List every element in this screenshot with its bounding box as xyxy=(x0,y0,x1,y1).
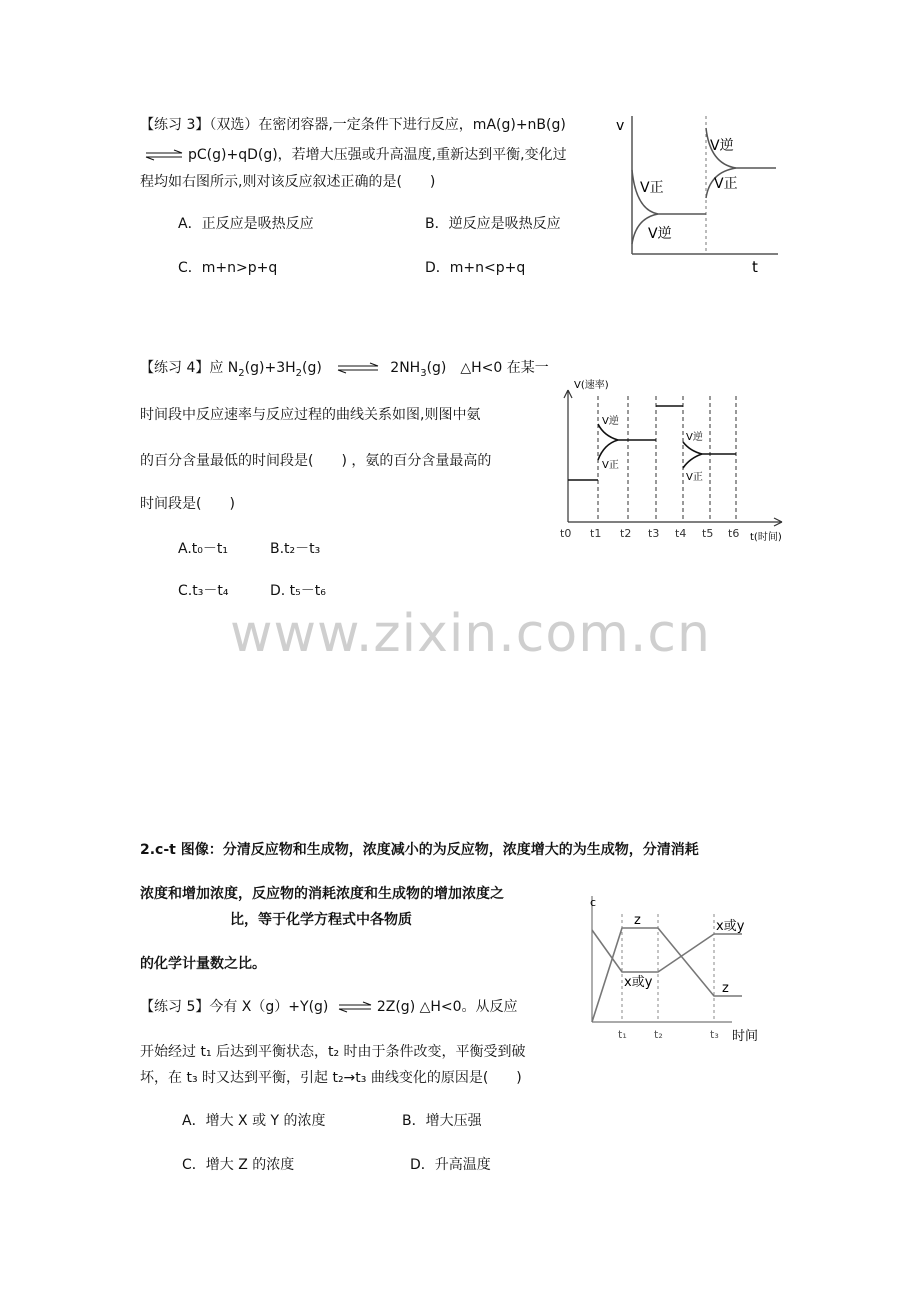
ex4-option-b: B.t₂－t₃ xyxy=(270,541,321,557)
ex3-option-c: C．m+n>p+q xyxy=(178,260,278,276)
ex4-label-fwd-2: V正 xyxy=(686,472,703,483)
ex4-v-rev-2 xyxy=(683,442,702,454)
ex4-v-fwd-1 xyxy=(598,440,618,460)
ex3-label-fwd-top: V正 xyxy=(714,176,738,192)
ex4-tick-t1: t1 xyxy=(590,527,602,540)
ex4-line4: 时间段是( ) xyxy=(140,496,235,512)
ex3-line2: pC(g)+qD(g)，若增大压强或升高温度,重新达到平衡,变化过 xyxy=(188,147,567,163)
ex5-z-curve xyxy=(592,928,742,1022)
ex3-line3: 程均如右图所示,则对该反应叙述正确的是( ) xyxy=(140,174,436,190)
ex4-line1-c: (g) xyxy=(302,360,322,376)
equilibrium-arrow-icon xyxy=(337,1001,373,1013)
ex4-line1-a: 【练习 4】应 N xyxy=(140,360,239,376)
ex4-option-a: A.t₀－t₁ xyxy=(178,541,228,557)
ex5-option-c: C．增大 Z 的浓度 xyxy=(182,1157,295,1173)
ex5-line1-b: 2Z(g) △H<0。从反应 xyxy=(376,999,518,1015)
ex3-label-fwd-low: V正 xyxy=(640,180,664,196)
ex4-sub-h2: 2 xyxy=(295,367,303,379)
ex4-line3: 的百分含量最低的时间段是( ) ，氨的百分含量最高的 xyxy=(140,453,492,469)
ex4-line1-e: (g) △H<0 在某一 xyxy=(426,360,549,376)
ex4-rate-chart xyxy=(552,376,804,548)
ex3-option-d: D．m+n<p+q xyxy=(425,260,526,276)
ex3-line1: 【练习 3】（双选）在密闭容器,一定条件下进行反应，mA(g)+nB(g) xyxy=(140,117,566,133)
ex5-concentration-chart xyxy=(582,890,762,1050)
ex4-sub-nh3: 3 xyxy=(420,367,427,379)
ex5-tick-t1: t₁ xyxy=(618,1028,627,1041)
ex3-ylabel: v xyxy=(616,118,625,134)
ex3-line2-row xyxy=(140,145,567,165)
ex4-line1-d: 2NH xyxy=(390,360,421,376)
ex5-line2: 开始经过 t₁ 后达到平衡状态，t₂ 时由于条件改变，平衡受到破 xyxy=(140,1044,526,1060)
ex4-option-c: C.t₃－t₄ xyxy=(178,583,229,599)
ex3-option-a: A．正反应是吸热反应 xyxy=(178,216,314,232)
ex5-line1-a: 【练习 5】今有 X（g）+Y(g) xyxy=(140,999,329,1015)
ex3-label-rev-top: V逆 xyxy=(710,138,734,154)
ex4-option-d: D. t₅－t₆ xyxy=(270,583,326,599)
ex5-label-xy-1: x或y xyxy=(624,975,653,990)
ex5-label-z-1: z xyxy=(634,913,641,928)
ex5-ylabel: c xyxy=(590,896,597,909)
ex4-tick-t4: t4 xyxy=(675,527,687,540)
ex5-tick-t2: t₂ xyxy=(654,1028,663,1041)
ex5-line3: 坏，在 t₃ 时又达到平衡，引起 t₂→t₃ 曲线变化的原因是( ) xyxy=(140,1070,522,1086)
section2-line3: 比，等于化学方程式中各物质 xyxy=(230,912,412,928)
ex4-label-rev-1: V逆 xyxy=(602,416,619,427)
ex5-option-b: B．增大压强 xyxy=(402,1113,482,1129)
ex5-option-d: D．升高温度 xyxy=(410,1157,491,1173)
section2-line1: 2.c-t 图像：分清反应物和生成物，浓度减小的为反应物，浓度增大的为生成物，分清消耗 xyxy=(140,842,699,858)
ex4-v-fwd-2 xyxy=(683,454,702,468)
equilibrium-arrow-icon xyxy=(144,149,184,161)
ex4-label-fwd-1: V正 xyxy=(602,460,619,471)
ex5-line1 xyxy=(140,997,518,1017)
ex4-tick-t2: t2 xyxy=(620,527,632,540)
watermark: www.zixin.com.cn xyxy=(230,604,711,664)
ex4-label-rev-2: V逆 xyxy=(686,432,703,443)
ex4-tick-t0: t0 xyxy=(560,527,572,540)
ex4-line1 xyxy=(140,358,549,384)
ex4-ylabel: V(速率) xyxy=(574,380,609,391)
ex5-option-a: A．增大 X 或 Y 的浓度 xyxy=(182,1113,326,1129)
ex4-tick-t3: t3 xyxy=(648,527,660,540)
ex4-xlabel: t(时间) xyxy=(750,532,782,543)
ex5-xlabel: 时间 xyxy=(732,1029,759,1044)
ex5-tick-t3: t₃ xyxy=(710,1028,719,1041)
ex4-sub-n2: 2 xyxy=(238,367,245,379)
section2-line4: 的化学计量数之比。 xyxy=(140,956,266,972)
ex5-label-xy-2: x或y xyxy=(716,919,745,934)
ex5-label-z-2: z xyxy=(722,981,729,996)
equilibrium-arrow-icon xyxy=(336,362,380,374)
ex3-label-rev-low: V逆 xyxy=(648,226,672,242)
ex3-rate-chart xyxy=(612,108,782,278)
ex4-line1-b: (g)+3H xyxy=(244,360,296,376)
ex3-option-b: B．逆反应是吸热反应 xyxy=(425,216,561,232)
ex3-xlabel: t xyxy=(752,258,758,276)
section2-line2: 浓度和增加浓度，反应物的消耗浓度和生成物的增加浓度之 xyxy=(140,886,504,902)
ex4-tick-t6: t6 xyxy=(728,527,740,540)
ex4-tick-t5: t5 xyxy=(702,527,714,540)
ex4-line2: 时间段中反应速率与反应过程的曲线关系如图,则图中氨 xyxy=(140,407,481,423)
